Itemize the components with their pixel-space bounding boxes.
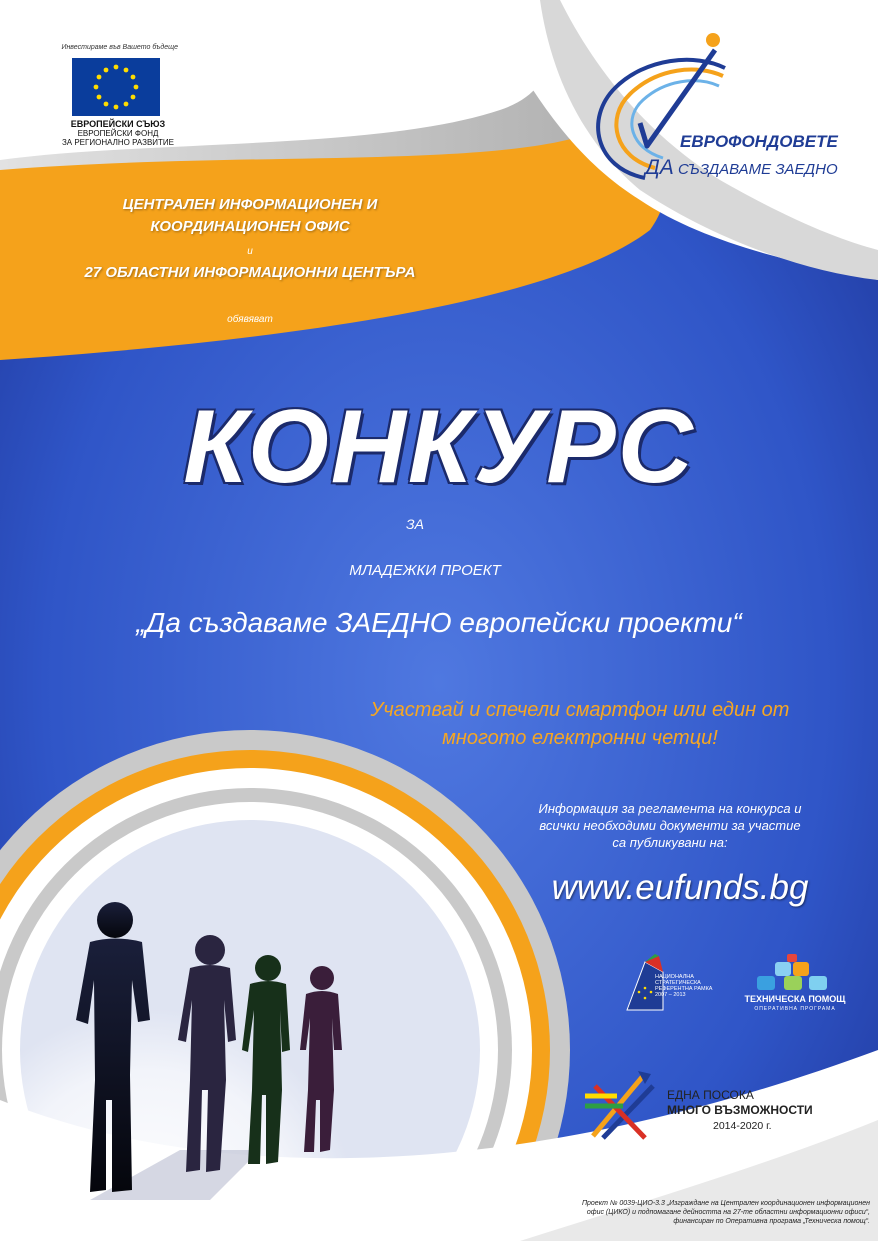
- nsrf-line2: СТРАТЕГИЧЕСКА: [655, 980, 701, 986]
- organizers-line1: ЦЕНТРАЛЕН ИНФОРМАЦИОНЕН И: [122, 196, 378, 213]
- op-logo: [583, 1066, 868, 1146]
- footnote-line1: Проект № 0039-ЦИО-3.3 „Изграждане на Централен координационен информационен: [581, 1200, 870, 1207]
- people-silhouettes: [60, 900, 380, 1210]
- contest-slogan: „Да създаваме ЗАЕДНО европейски проекти“: [136, 607, 742, 638]
- eurofunds-subtitle: [645, 156, 838, 180]
- organizers-and: и: [247, 246, 253, 257]
- info-line1: Информация за регламента на конкурса и: [538, 801, 802, 816]
- technical-assistance-logo: [735, 952, 855, 1016]
- eu-line2: ЕВРОПЕЙСКИ ФОНД: [77, 129, 159, 138]
- nsrf-line3: РЕФЕРЕНТНА РАМКА: [655, 986, 713, 992]
- announce-text: обявяват: [227, 314, 273, 325]
- project-footnote: [470, 1199, 870, 1226]
- eu-logo: [58, 44, 178, 147]
- eu-flag-icon: [72, 58, 160, 116]
- contest-for: ЗА: [406, 516, 424, 532]
- info-line2: всички необходими документи за участие: [539, 818, 801, 833]
- eurofunds-sub-prefix: ДА: [645, 156, 674, 179]
- eurofunds-sub-rest: СЪЗДАВАМЕ ЗАЕДНО: [677, 161, 838, 178]
- op-line3: 2014-2020 г.: [713, 1120, 772, 1132]
- footnote-line3: финансиран по Оперативна програма „Техническа помощ“.: [673, 1218, 870, 1225]
- eurofunds-logo: [585, 28, 855, 198]
- nsrf-logo: [625, 952, 725, 1016]
- contest-title: КОНКУРС: [183, 389, 695, 505]
- website-link[interactable]: www.eufunds.bg: [551, 868, 809, 907]
- nsrf-line1: НАЦИОНАЛНА: [655, 974, 694, 980]
- op-line1: ЕДНА ПОСОКА: [667, 1088, 754, 1102]
- eu-line1: ЕВРОПЕЙСКИ СЪЮЗ: [70, 119, 166, 129]
- organizers-line3: 27 ОБЛАСТНИ ИНФОРМАЦИОННИ ЦЕНТЪРА: [84, 264, 416, 281]
- op-line2: МНОГО ВЪЗМОЖНОСТИ: [667, 1103, 813, 1117]
- ta-blocks-icon: [735, 952, 855, 992]
- person-2: [178, 935, 236, 1172]
- footnote-line2: офис (ЦИКО) и подпомагане дейността на 27-те областни информационни офиси“,: [586, 1209, 870, 1216]
- person-1: [76, 902, 150, 1192]
- contest-type: МЛАДЕЖКИ ПРОЕКТ: [349, 562, 501, 579]
- eu-text: [58, 120, 178, 147]
- prize-line2: многото електронни четци!: [442, 727, 718, 749]
- ta-label: ТЕХНИЧЕСКА ПОМОЩ: [744, 994, 846, 1004]
- nsrf-line4: 2007 – 2013: [655, 992, 686, 998]
- eu-tagline: Инвестираме във Вашето бъдеще: [61, 44, 178, 51]
- info-line3: са публикувани на:: [612, 835, 728, 850]
- person-3: [242, 955, 290, 1164]
- info-text: [480, 800, 860, 851]
- op-arrows-icon: [583, 1066, 663, 1146]
- prize-text: [300, 696, 860, 752]
- eurofunds-title: ЕВРОФОНДОВЕТЕ: [680, 132, 838, 151]
- person-4: [300, 966, 342, 1152]
- organizers-line2: КООРДИНАЦИОНЕН ОФИС: [150, 218, 350, 235]
- eu-line3: ЗА РЕГИОНАЛНО РАЗВИТИЕ: [61, 138, 175, 147]
- prize-line1: Участвай и спечели смартфон или един от: [370, 699, 790, 721]
- ta-sub: ОПЕРАТИВНА ПРОГРАМА: [754, 1006, 836, 1012]
- nsrf-text: [655, 974, 725, 998]
